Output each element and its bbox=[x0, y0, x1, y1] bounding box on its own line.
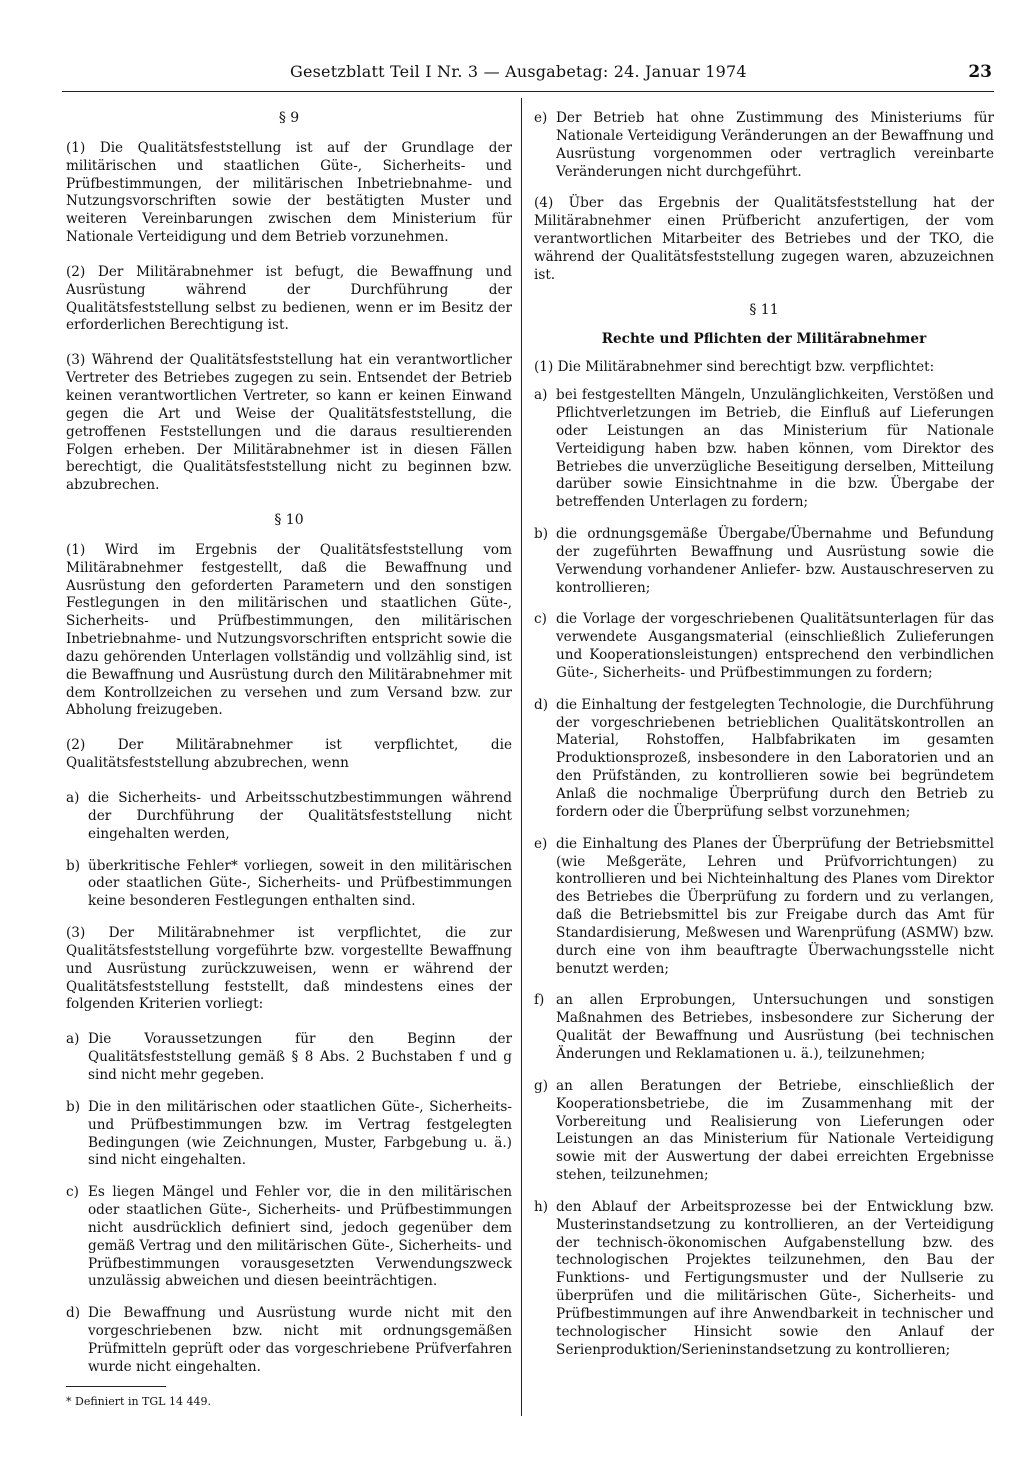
item-text: an allen Beratungen der Betriebe, einschließlich der Kooperationsbetriebe, die im Zusammenhang mit der Vorbereitung und Realisierung von Lieferungen oder Leistungen an das Ministerium für Nationale Verteidigung sowie mit der Auswertung der dabei erreichten Ergebnisse stehen, teilzunehmen; bbox=[556, 1077, 994, 1184]
item-letter: e) bbox=[534, 835, 548, 852]
page-header bbox=[0, 62, 1024, 86]
item-text: Die Bewaffnung und Ausrüstung wurde nicht mit den vorgeschriebenen bzw. nicht mit ordnungsgemäßen Prüfmitteln geprüft oder das vorgeschriebene Prüfverfahren wurde nicht eingehalten. bbox=[88, 1305, 512, 1375]
list-item bbox=[66, 1099, 512, 1170]
item-text: Es liegen Mängel und Fehler vor, die in den militärischen oder staatlichen Güte-, Sicherheits- und Prüfbestimmungen nicht ausdrücklich definiert sind, jedoch gegenüber dem gemäß Vertrag und den militärischen Güte-, Sicherheits- und Prüfbestimmungen vorausgesetzten Verwendungszweck unzulässig abweichen und diesen beeinträchtigen. bbox=[88, 1184, 512, 1290]
paragraph: (2) Der Militärabnehmer ist befugt, die Bewaffnung und Ausrüstung während der Durchführung der Qualitätsfeststellung selbst zu bedienen, wenn er im Besitz der erforderlichen Berechtigung ist. bbox=[66, 263, 512, 334]
list-item bbox=[534, 611, 994, 682]
paragraph: (1) Wird im Ergebnis der Qualitätsfeststellung vom Militärabnehmer festgestellt, daß die Bewaffnung und Ausrüstung den geforderten Parametern und den sonstigen Festlegungen in den militärischen und staatlichen Güte-, Sicherheits- und Prüfbestimmungen, den militärischen Inbetriebnahme- und Nutzungsvorschriften entspricht sowie die dazu gehörenden Unterlagen vollständig und vollzählig sind, ist die Bewaffnung und Ausrüstung durch den Militärabnehmer mit dem Kontrollzeichen zu versehen und zum Versand bzw. zur Abholung freizugeben. bbox=[66, 541, 512, 719]
item-letter: a) bbox=[66, 790, 80, 806]
item-letter: d) bbox=[66, 1305, 81, 1322]
header-title: Gesetzblatt Teil I Nr. 3 — Ausgabetag: 24. Januar 1974 bbox=[290, 62, 747, 81]
item-text: Der Betrieb hat ohne Zustimmung des Ministeriums für Nationale Verteidigung Veränderungen an der Bewaffnung und Ausrüstung vorgenommen oder vertraglich vereinbarte Veränderungen nicht durchgeführt. bbox=[556, 110, 994, 180]
item-text: überkritische Fehler* vorliegen, soweit in den militärischen oder staatlichen Güte-, Sicherheits- und Prüfbestimmungen keine besonderen Festlegungen enthalten sind. bbox=[88, 857, 512, 910]
page-number: 23 bbox=[968, 62, 992, 82]
item-text: die ordnungsgemäße Übergabe/Übernahme und Befundung der zugeführten Bewaffnung und Ausrüstung sowie die Verwendung vorhandener Anliefer- bzw. Austauschreserven zu kontrollieren; bbox=[556, 526, 994, 596]
column-divider bbox=[521, 98, 522, 1416]
item-letter: e) bbox=[534, 110, 548, 126]
item-letter: b) bbox=[66, 857, 81, 874]
paragraph: (1) Die Qualitätsfeststellung ist auf der Grundlage der militärischen und staatlichen Güte-, Sicherheits- und Prüfbestimmungen, der militärischen Inbetriebnahme- und Nutzungsvorschriften sowie der bestätigten Muster und weiteren Vereinbarungen zwischen dem Ministerium für Nationale Verteidigung und dem Betrieb vorzunehmen. bbox=[66, 139, 512, 246]
section-title: Rechte und Pflichten der Militärabnehmer bbox=[601, 331, 927, 348]
item-letter: c) bbox=[534, 611, 547, 628]
list-item bbox=[534, 526, 994, 597]
list-item bbox=[66, 790, 512, 844]
section-heading-9: § 9 bbox=[278, 110, 300, 126]
item-letter: b) bbox=[66, 1098, 81, 1115]
left-column bbox=[66, 110, 512, 1391]
list-item bbox=[534, 387, 994, 512]
footnote: * Definiert in TGL 14 449. bbox=[66, 1395, 211, 1408]
item-text: Die Voraussetzungen für den Beginn der Qualitätsfeststellung gemäß § 8 Abs. 2 Buchstaben f und g sind nicht mehr gegeben. bbox=[88, 1031, 512, 1083]
paragraph: (1) Die Militärabnehmer sind berechtigt bzw. verpflichtet: bbox=[534, 359, 935, 376]
paragraph: (4) Über das Ergebnis der Qualitätsfeststellung hat der Militärabnehmer einen Prüfbericht anzufertigen, der vom verantwortlichen Mitarbeiter des Betriebes und der TKO, die während der Qualitätsfeststellung zugegen waren, abzuzeichnen ist. bbox=[534, 195, 994, 283]
paragraph: (3) Der Militärabnehmer ist verpflichtet, die zur Qualitätsfeststellung vorgeführte bzw. vorgestellte Bewaffnung und Ausrüstung zurückzuweisen, wenn er während der Qualitätsfeststellung feststellt, daß mindestens eines der folgenden Kriterien vorliegt: bbox=[66, 925, 512, 1013]
footnote-rule bbox=[66, 1386, 166, 1387]
item-letter: f) bbox=[534, 992, 545, 1009]
item-letter: b) bbox=[534, 526, 549, 543]
item-text: an allen Erprobungen, Untersuchungen und sonstigen Maßnahmen des Betriebes, insbesondere zur Sicherung der Qualität der Bewaffnung und Ausrüstung (bei technischen Änderungen und Reklamationen u. ä.), teilzunehmen; bbox=[556, 992, 994, 1062]
section-heading-11: § 11 bbox=[749, 301, 779, 318]
item-letter: d) bbox=[534, 696, 549, 713]
item-text: die Einhaltung der festgelegten Technologie, die Durchführung der vorgeschriebenen betrieblichen Qualitätskontrollen an Material, Rohstoffen, Halbfabrikaten im gesamten Produktionsprozeß, insbesondere in den Laboratorien und an den Prüfständen, zu kontrollieren sowie bei begründetem Anlaß die nochmalige Überprüfung durch den Betrieb zu fordern oder die Überprüfung selbst vorzunehmen; bbox=[556, 696, 994, 820]
right-column bbox=[534, 110, 994, 1373]
list-item bbox=[534, 110, 994, 181]
item-text: bei festgestellten Mängeln, Unzulänglichkeiten, Verstößen und Pflichtverletzungen im Betrieb, die Einfluß auf Lieferungen oder Leistungen an das Ministerium für Nationale Verteidigung haben bzw. haben können, vom Direktor des Betriebes die unverzügliche Beseitigung derselben, Mitteilung darüber sowie Einsichtnahme in die bzw. Übergabe der betreffenden Unterlagen zu fordern; bbox=[556, 387, 994, 511]
item-letter: a) bbox=[534, 387, 548, 404]
item-text: die Sicherheits- und Arbeitsschutzbestimmungen während der Durchführung der Qualitätsfeststellung nicht eingehalten werden, bbox=[88, 790, 512, 842]
list-item bbox=[534, 697, 994, 822]
item-letter: g) bbox=[534, 1077, 549, 1094]
item-letter: a) bbox=[66, 1031, 80, 1048]
paragraph: (2) Der Militärabnehmer ist verpflichtet, die Qualitätsfeststellung abzubrechen, wenn bbox=[66, 737, 512, 772]
item-letter: c) bbox=[66, 1184, 79, 1201]
section-heading-10: § 10 bbox=[274, 512, 304, 529]
item-text: die Einhaltung des Planes der Überprüfung der Betriebsmittel (wie Meßgeräte, Lehren und Prüfvorrichtungen) zu kontrollieren und bei Nichteinhaltung des Planes vom Direktor des Betriebes die Überprüfung zu fordern und zu verlangen, daß die Betriebsmittel bis zur Freigabe durch das Amt für Standardisierung, Meßwesen und Warenprüfung (ASMW) bzw. durch eine von ihm beauftragte Überwachungsstelle nicht benutzt werden; bbox=[556, 835, 994, 977]
item-text: den Ablauf der Arbeitsprozesse bei der Entwicklung bzw. Musterinstandsetzung zu kontrollieren, an der Verteidigung der technisch-ökonomischen Aufgabenstellung bzw. des technologischen Projektes teilzunehmen, den Bau der Funktions- und Fertigungsmuster und der Nullserie zu überprüfen und die militärischen Güte-, Sicherheits- und Prüfbestimmungen auf ihre Anwendbarkeit in technischer und technologischer Hinsicht sowie den Anlauf der Serienproduktion/Serieninstandsetzung zu kontrollieren; bbox=[556, 1198, 994, 1358]
paragraph: (3) Während der Qualitätsfeststellung hat ein verantwortlicher Vertreter des Betriebes zugegen zu sein. Entsendet der Betrieb keinen verantwortlichen Vertreter, so kann er keinen Einwand gegen die Art und Weise der Qualitätsfeststellung, die getroffenen Feststellungen und die daraus resultierenden Folgen erheben. Der Militärabnehmer ist in diesen Fällen berechtigt, die Qualitätsfeststellung nicht zu beginnen bzw. abzubrechen. bbox=[66, 352, 512, 494]
list-item bbox=[66, 1305, 512, 1376]
list-item bbox=[66, 1031, 512, 1085]
list-item bbox=[534, 836, 994, 979]
item-text: Die in den militärischen oder staatlichen Güte-, Sicherheits- und Prüfbestimmungen bzw. im Vertrag festgelegten Bedingungen (wie Zeichnungen, Muster, Farbgebung u. ä.) sind nicht eingehalten. bbox=[88, 1098, 512, 1169]
item-letter: h) bbox=[534, 1198, 549, 1215]
list-item bbox=[534, 1199, 994, 1360]
list-item bbox=[66, 858, 512, 912]
list-item bbox=[66, 1184, 512, 1291]
list-item bbox=[534, 992, 994, 1063]
header-rule bbox=[62, 91, 994, 92]
item-text: die Vorlage der vorgeschriebenen Qualitätsunterlagen für das verwendete Ausgangsmaterial (einschließlich Zulieferungen und Kooperationsleistungen) entsprechend den verbindlichen Güte-, Sicherheits- und Prüfbestimmungen zu fordern; bbox=[556, 611, 994, 681]
list-item bbox=[534, 1078, 994, 1185]
